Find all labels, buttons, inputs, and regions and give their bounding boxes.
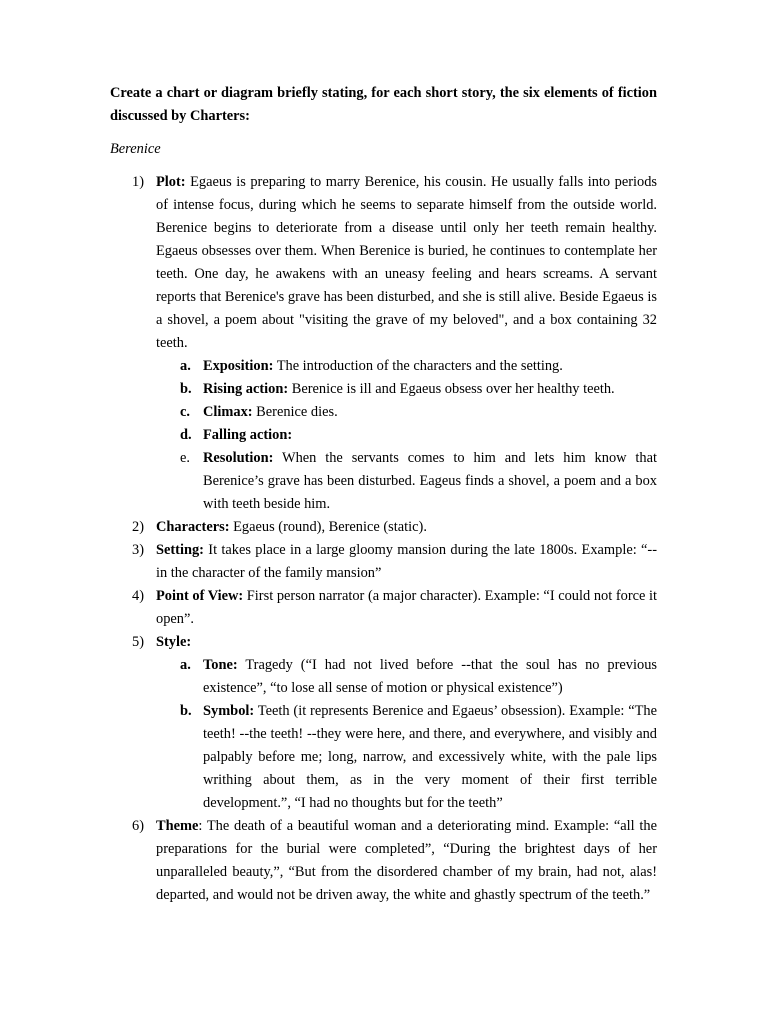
subitem-symbol	[156, 700, 657, 815]
sub-letter: b.	[180, 381, 192, 397]
elements-list	[110, 171, 657, 907]
list-item-theme	[110, 815, 657, 907]
list-item-characters	[110, 516, 657, 539]
document-page	[110, 82, 657, 907]
item-number: 6)	[132, 818, 144, 834]
sub-letter: d.	[180, 427, 192, 443]
item-number: 2)	[132, 519, 144, 535]
item-label: Plot:	[156, 174, 186, 190]
item-number: 4)	[132, 588, 144, 604]
sub-letter: a.	[180, 657, 191, 673]
sub-text: Berenice dies.	[252, 404, 338, 420]
subitem-resolution	[156, 447, 657, 516]
sub-text: The introduction of the characters and the setting.	[273, 358, 563, 374]
sub-letter: b.	[180, 703, 192, 719]
plot-sublist	[156, 355, 657, 516]
item-text: It takes place in a large gloomy mansion during the late 1800s. Example: “--in the character of the family mansion”	[156, 542, 657, 581]
list-item-setting	[110, 539, 657, 585]
item-text: : The death of a beautiful woman and a deteriorating mind. Example: “all the preparations for the burial were completed”, “During the brightest days of her unparalleled beauty,”, “But from the disordered chamber of my brain, had not, alas! departed, and would not be driven away, the white and ghastly spectrum of the teeth.”	[156, 818, 657, 903]
subitem-rising-action	[156, 378, 657, 401]
list-item-style	[110, 631, 657, 815]
item-text: First person narrator (a major character). Example: “I could not force it open”.	[156, 588, 657, 627]
sub-label: Symbol:	[203, 703, 255, 719]
sub-text: Teeth (it represents Berenice and Egaeus’ obsession). Example: “The teeth! --the teeth! --they were here, and there, and everywhere, and visibly and palpably before me; long, narrow, and excessively white, with the pale lips writhing about them, as in the very moment of their first terrible development.”, “I had no thoughts but for the teeth”	[203, 703, 657, 811]
sub-label: Climax:	[203, 404, 253, 420]
item-label: Point of View:	[156, 588, 244, 604]
assignment-heading: Create a chart or diagram briefly stating, for each short story, the six elements of fiction discussed by Charters:	[110, 85, 657, 124]
subitem-falling-action	[156, 424, 657, 447]
item-number: 3)	[132, 542, 144, 558]
item-label: Theme	[156, 818, 199, 834]
sub-text: When the servants comes to him and lets him know that Berenice’s grave has been disturbed. Eageus finds a shovel, a poem and a box with teeth beside him.	[203, 450, 657, 512]
sub-label: Tone:	[203, 657, 238, 673]
sub-text: Berenice is ill and Egaeus obsess over her healthy teeth.	[288, 381, 615, 397]
sub-label: Rising action:	[203, 381, 289, 397]
item-text: Egaeus is preparing to marry Berenice, his cousin. He usually falls into periods of intense focus, during which he seems to separate himself from the outside world. Berenice begins to deteriorate from a disease until only her teeth remain healthy. Egaeus obsesses over them. When Berenice is buried, he continues to contemplate her teeth. One day, he awakens with an uneasy feeling and hears screams. A servant reports that Berenice's grave has been disturbed, and she is still alive. Beside Egaeus is a shovel, a poem about "visiting the grave of my beloved", and a box containing 32 teeth.	[156, 174, 657, 351]
sub-letter: e.	[180, 450, 190, 466]
sub-label: Exposition:	[203, 358, 274, 374]
item-label: Setting:	[156, 542, 204, 558]
sub-letter: c.	[180, 404, 190, 420]
list-item-plot	[110, 171, 657, 516]
style-sublist	[156, 654, 657, 815]
subitem-exposition	[156, 355, 657, 378]
item-text: Egaeus (round), Berenice (static).	[229, 519, 427, 535]
subitem-tone	[156, 654, 657, 700]
sub-label: Falling action:	[203, 427, 293, 443]
item-label: Style:	[156, 634, 192, 650]
sub-text: Tragedy (“I had not lived before --that the soul has no previous existence”, “to lose all sense of motion or physical existence”)	[203, 657, 657, 696]
item-number: 1)	[132, 174, 144, 190]
item-label: Characters:	[156, 519, 230, 535]
story-title: Berenice	[110, 141, 161, 157]
sub-label: Resolution:	[203, 450, 274, 466]
item-number: 5)	[132, 634, 144, 650]
list-item-point-of-view	[110, 585, 657, 631]
subitem-climax	[156, 401, 657, 424]
sub-letter: a.	[180, 358, 191, 374]
